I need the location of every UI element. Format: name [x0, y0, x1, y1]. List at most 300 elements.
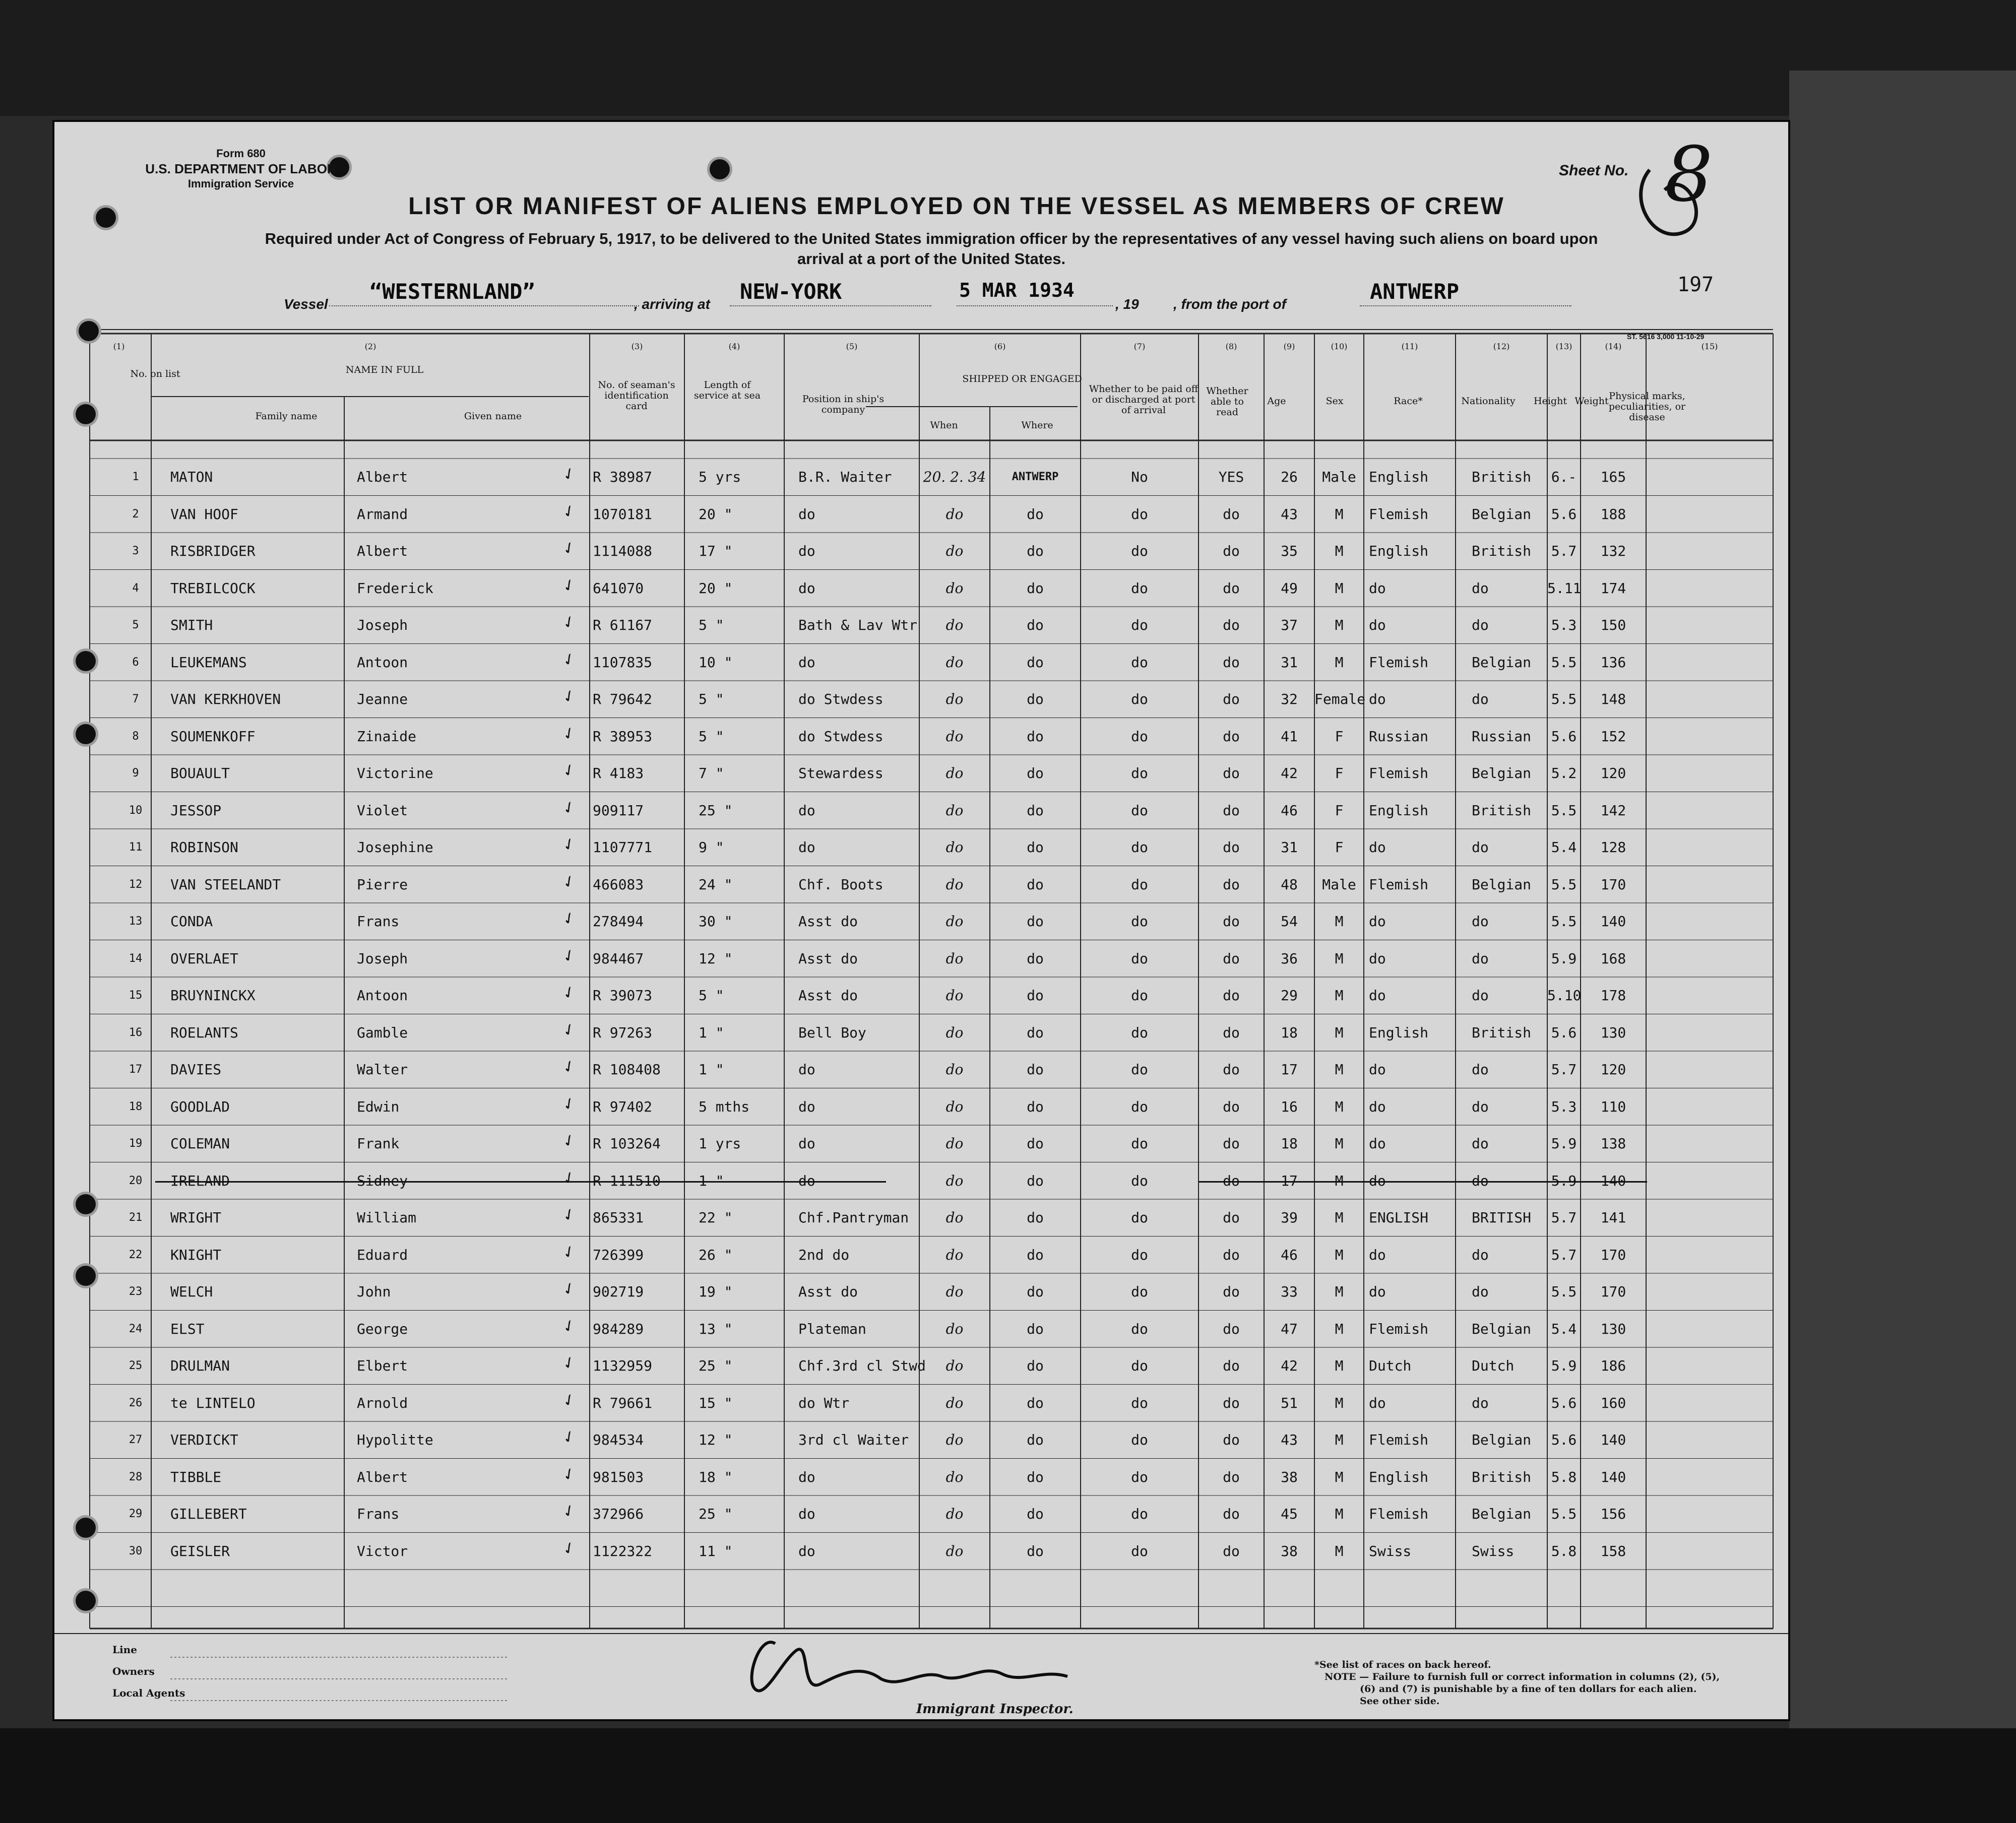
check-mark-icon: ✓	[559, 1277, 579, 1300]
cell-when: do	[946, 1320, 964, 1337]
cell-nationality: do	[1472, 691, 1489, 707]
check-mark-icon: ✓	[559, 1499, 579, 1523]
cell-no: 28	[129, 1470, 143, 1483]
cell-position: do Stwdess	[798, 691, 884, 707]
cell-race: English	[1369, 1024, 1429, 1041]
cell-age: 54	[1281, 913, 1298, 930]
cell-length: 18 "	[699, 1468, 733, 1485]
cell-height: 5.5	[1551, 691, 1577, 707]
cell-sex: M	[1335, 987, 1344, 1004]
cell-position: Bell Boy	[798, 1024, 866, 1041]
header-name-in-full: NAME IN FULL	[345, 364, 424, 375]
cell-when: do	[946, 1283, 964, 1300]
cell-race: do	[1369, 913, 1386, 930]
cell-race: do	[1369, 579, 1386, 597]
check-mark-icon: ✓	[559, 981, 579, 1004]
arriving-label: , arriving at	[634, 296, 710, 312]
cell-weight: 170	[1600, 1283, 1626, 1300]
cell-paid: do	[1131, 1283, 1148, 1300]
cell-age: 38	[1281, 1468, 1298, 1485]
cell-read: do	[1223, 987, 1240, 1004]
cell-read: do	[1223, 1098, 1240, 1115]
cell-card: 278494	[593, 913, 644, 930]
cell-length: 5 "	[699, 987, 724, 1004]
column-number: (10)	[1331, 342, 1348, 351]
cell-sex: M	[1335, 617, 1344, 633]
cell-read: do	[1223, 1246, 1240, 1263]
cell-where: do	[1027, 1061, 1044, 1078]
header-able-to-read: Whether able to read	[1206, 385, 1248, 418]
header-length-service: Length of service at sea	[694, 379, 761, 401]
cell-given: Victorine	[357, 765, 433, 782]
check-mark-icon: ✓	[559, 536, 579, 560]
immigrant-inspector-label: Immigrant Inspector.	[916, 1702, 1074, 1717]
cell-race: do	[1369, 987, 1386, 1004]
cell-nationality: British	[1472, 802, 1532, 819]
cell-no: 9	[132, 767, 139, 779]
cell-age: 38	[1281, 1542, 1298, 1559]
cell-length: 1 "	[699, 1172, 724, 1189]
cell-age: 42	[1281, 1357, 1298, 1374]
cell-family: GILLEBERT	[170, 1506, 247, 1522]
cell-card: R 97402	[593, 1098, 653, 1115]
cell-length: 30 "	[699, 913, 733, 930]
cell-card: 1107835	[593, 654, 653, 671]
cell-length: 7 "	[699, 765, 724, 782]
cell-race: do	[1369, 839, 1386, 856]
cell-position: do	[798, 505, 815, 523]
form-number: Form 680	[216, 147, 266, 160]
cell-nationality: do	[1472, 1061, 1489, 1078]
cell-family: WELCH	[170, 1283, 213, 1300]
cell-nationality: do	[1472, 579, 1489, 597]
cell-race: ENGLISH	[1369, 1209, 1429, 1226]
cell-paid: do	[1131, 1506, 1148, 1522]
cell-height: 5.6	[1551, 505, 1577, 523]
column-number: (15)	[1701, 342, 1718, 351]
scan-backdrop-bottom	[0, 1728, 2016, 1823]
cell-race: do	[1369, 1394, 1386, 1411]
cell-weight: 130	[1600, 1320, 1626, 1337]
from-port-label: , from the port of	[1173, 296, 1286, 312]
cell-age: 18	[1281, 1135, 1298, 1152]
cell-card: R 79661	[593, 1394, 653, 1411]
cell-weight: 170	[1600, 876, 1626, 893]
column-number: (14)	[1605, 342, 1622, 351]
check-mark-icon: ✓	[559, 573, 579, 597]
check-mark-icon: ✓	[559, 1314, 579, 1338]
cell-age: 36	[1281, 950, 1298, 967]
cell-where: do	[1027, 543, 1044, 559]
cell-race: English	[1369, 1468, 1429, 1485]
cell-height: 5.9	[1551, 1357, 1577, 1374]
check-mark-icon: ✓	[559, 1129, 579, 1152]
cell-length: 1 "	[699, 1061, 724, 1078]
cell-nationality: Russian	[1472, 728, 1532, 745]
cell-nationality: do	[1472, 839, 1489, 856]
cell-family: BOUAULT	[170, 765, 230, 782]
cell-family: KNIGHT	[170, 1246, 222, 1263]
cell-card: 372966	[593, 1506, 644, 1522]
cell-nationality: Belgian	[1472, 1320, 1532, 1337]
cell-where: do	[1027, 1209, 1044, 1226]
cell-where: do	[1027, 579, 1044, 597]
cell-sex: M	[1335, 1024, 1344, 1041]
cell-length: 12 "	[699, 950, 733, 967]
cell-nationality: Dutch	[1472, 1357, 1515, 1374]
cell-family: VERDICKT	[170, 1431, 238, 1448]
cell-given: Victor	[357, 1542, 408, 1559]
cell-sex: Male	[1322, 876, 1356, 893]
cell-where: do	[1027, 1283, 1044, 1300]
cell-position: do	[798, 1506, 815, 1522]
subtitle-line-2: arrival at a port of the United States.	[797, 250, 1066, 268]
cell-card: 726399	[593, 1246, 644, 1263]
cell-given: George	[357, 1320, 408, 1337]
cell-weight: 136	[1600, 654, 1626, 671]
cell-age: 37	[1281, 617, 1298, 633]
cell-height: 5.7	[1551, 1246, 1577, 1263]
cell-age: 42	[1281, 765, 1298, 782]
cell-when: do	[946, 1098, 964, 1115]
cell-given: Gamble	[357, 1024, 408, 1041]
cell-position: do	[798, 1098, 815, 1115]
cell-age: 35	[1281, 543, 1298, 559]
cell-when: do	[946, 543, 964, 559]
cell-nationality: do	[1472, 1283, 1489, 1300]
cell-height: 5.5	[1551, 1506, 1577, 1522]
cell-family: TIBBLE	[170, 1468, 222, 1485]
cell-given: Pierre	[357, 876, 408, 893]
manifest-title: LIST OR MANIFEST OF ALIENS EMPLOYED ON THE VESSEL AS MEMBERS OF CREW	[408, 193, 1505, 220]
cell-given: Frans	[357, 913, 400, 930]
cell-position: do	[798, 839, 815, 856]
cell-card: R 103264	[593, 1135, 661, 1152]
cell-sex: F	[1335, 728, 1344, 745]
cell-paid: do	[1131, 1542, 1148, 1559]
header-no-on-list: No. on list	[130, 368, 180, 379]
check-mark-icon: ✓	[559, 1203, 579, 1226]
cell-no: 16	[129, 1026, 143, 1039]
cell-height: 5.7	[1551, 1209, 1577, 1226]
cell-length: 5 "	[699, 617, 724, 633]
cell-read: do	[1223, 654, 1240, 671]
cell-no: 30	[129, 1544, 143, 1557]
cell-position: Stewardess	[798, 765, 884, 782]
cell-nationality: Belgian	[1472, 876, 1532, 893]
cell-race: Flemish	[1369, 1320, 1429, 1337]
cell-race: English	[1369, 543, 1429, 559]
cell-height: 5.5	[1551, 654, 1577, 671]
cell-weight: 160	[1600, 1394, 1626, 1411]
header-race: Race*	[1394, 396, 1423, 407]
cell-nationality: do	[1472, 1394, 1489, 1411]
cell-race: Flemish	[1369, 505, 1429, 523]
cell-race: do	[1369, 1098, 1386, 1115]
cell-sex: Male	[1322, 469, 1356, 485]
cell-given: John	[357, 1283, 391, 1300]
cell-when: do	[946, 1135, 964, 1152]
check-mark-icon: ✓	[559, 1055, 579, 1078]
cell-nationality: do	[1472, 950, 1489, 967]
cell-nationality: do	[1472, 617, 1489, 633]
cell-weight: 140	[1600, 1172, 1626, 1189]
cell-where: do	[1027, 1431, 1044, 1448]
cell-weight: 150	[1600, 617, 1626, 633]
cell-no: 27	[129, 1434, 143, 1446]
cell-position: Asst do	[798, 913, 858, 930]
cell-paid: do	[1131, 1135, 1148, 1152]
cell-weight: 138	[1600, 1135, 1626, 1152]
cell-where: do	[1027, 1506, 1044, 1522]
cell-race: do	[1369, 1135, 1386, 1152]
cell-family: BRUYNINCKX	[170, 987, 256, 1004]
cell-length: 25 "	[699, 1506, 733, 1522]
cell-where: do	[1027, 839, 1044, 856]
cell-no: 22	[129, 1248, 143, 1261]
cell-no: 12	[129, 878, 143, 891]
cell-height: 5.9	[1551, 1135, 1577, 1152]
cell-sex: M	[1335, 913, 1344, 930]
cell-paid: do	[1131, 839, 1148, 856]
check-mark-icon: ✓	[559, 1536, 579, 1560]
cell-paid: do	[1131, 728, 1148, 745]
cell-sex: M	[1335, 505, 1344, 523]
cell-where: do	[1027, 505, 1044, 523]
cell-read: do	[1223, 617, 1240, 633]
cell-age: 46	[1281, 1246, 1298, 1263]
cell-position: Asst do	[798, 1283, 858, 1300]
cell-height: 5.8	[1551, 1542, 1577, 1559]
cell-weight: 152	[1600, 728, 1626, 745]
cell-sex: F	[1335, 802, 1344, 819]
cell-position: do	[798, 579, 815, 597]
cell-age: 26	[1281, 469, 1298, 485]
cell-sex: M	[1335, 579, 1344, 597]
cell-family: MATON	[170, 469, 213, 485]
header-paid-off: Whether to be paid off or discharged at port of arrival	[1089, 383, 1199, 416]
cell-position: Asst do	[798, 987, 858, 1004]
cell-when: do	[946, 691, 964, 707]
cell-family: RISBRIDGER	[170, 543, 256, 559]
cell-given: Frank	[357, 1135, 400, 1152]
cell-paid: do	[1131, 1209, 1148, 1226]
cell-height: 5.7	[1551, 1061, 1577, 1078]
check-mark-icon: ✓	[559, 721, 579, 745]
cell-paid: do	[1131, 876, 1148, 893]
cell-position: do	[798, 1542, 815, 1559]
check-mark-icon: ✓	[559, 1425, 579, 1449]
cell-position: Chf.3rd cl Stwd	[798, 1357, 926, 1374]
cell-card: 981503	[593, 1468, 644, 1485]
cell-length: 1 yrs	[699, 1135, 741, 1152]
cell-age: 45	[1281, 1506, 1298, 1522]
cell-height: 5.9	[1551, 1172, 1577, 1189]
cell-read: do	[1223, 1394, 1240, 1411]
check-mark-icon: ✓	[559, 943, 579, 967]
check-mark-icon: ✓	[559, 462, 579, 486]
cell-length: 10 "	[699, 654, 733, 671]
cell-read: do	[1223, 1209, 1240, 1226]
cell-position: do	[798, 1468, 815, 1485]
cell-weight: 140	[1600, 913, 1626, 930]
cell-nationality: Belgian	[1472, 1431, 1532, 1448]
cell-no: 26	[129, 1396, 143, 1409]
subtitle-line-1: Required under Act of Congress of February 5, 1917, to be delivered to the United States immigration officer by the representatives of any vessel having such aliens on board upon	[265, 230, 1598, 247]
cell-card: 1107771	[593, 839, 653, 856]
cell-sex: M	[1335, 1394, 1344, 1411]
cell-when: do	[946, 802, 964, 819]
cell-race: Swiss	[1369, 1542, 1412, 1559]
manifest-sheet	[54, 122, 1788, 1719]
cell-nationality: BRITISH	[1472, 1209, 1532, 1226]
cell-race: Flemish	[1369, 1506, 1429, 1522]
cell-where: do	[1027, 617, 1044, 633]
check-mark-icon: ✓	[559, 1388, 579, 1412]
cell-where: do	[1027, 765, 1044, 782]
cell-paid: do	[1131, 505, 1148, 523]
cell-sex: M	[1335, 543, 1344, 559]
cell-where: do	[1027, 1357, 1044, 1374]
cell-when: do	[946, 728, 964, 745]
cell-where: do	[1027, 691, 1044, 707]
cell-read: do	[1223, 802, 1240, 819]
header-sex: Sex	[1326, 396, 1344, 407]
cell-position: Chf.Pantryman	[798, 1209, 909, 1226]
cell-given: Antoon	[357, 987, 408, 1004]
cell-no: 19	[129, 1137, 143, 1150]
column-number: (2)	[364, 342, 376, 351]
cell-when: do	[946, 1431, 964, 1448]
cell-given: William	[357, 1209, 417, 1226]
cell-age: 46	[1281, 802, 1298, 819]
cell-card: 902719	[593, 1283, 644, 1300]
cell-position: do	[798, 1172, 815, 1189]
cell-family: ROBINSON	[170, 839, 238, 856]
cell-family: SOUMENKOFF	[170, 728, 256, 745]
cell-height: 5.2	[1551, 765, 1577, 782]
cell-height: 5.6	[1551, 728, 1577, 745]
cell-where: do	[1027, 950, 1044, 967]
cell-height: 5.5	[1551, 1283, 1577, 1300]
cell-age: 48	[1281, 876, 1298, 893]
line-label: Line	[112, 1644, 137, 1656]
cell-no: 11	[129, 841, 143, 854]
scan-backdrop-right	[1789, 71, 2016, 1823]
cell-family: GEISLER	[170, 1542, 230, 1559]
cell-position: B.R. Waiter	[798, 469, 892, 485]
cell-length: 25 "	[699, 1357, 733, 1374]
cell-card: R 97263	[593, 1024, 653, 1041]
cell-position: do	[798, 1061, 815, 1078]
cell-when: do	[946, 839, 964, 856]
cell-age: 16	[1281, 1098, 1298, 1115]
cell-family: SMITH	[170, 617, 213, 633]
cell-nationality: do	[1472, 987, 1489, 1004]
cell-height: 5.5	[1551, 802, 1577, 819]
cell-sex: M	[1335, 1172, 1344, 1189]
cell-family: ROELANTS	[170, 1024, 238, 1041]
cell-height: 5.6	[1551, 1024, 1577, 1041]
cell-nationality: Belgian	[1472, 1506, 1532, 1522]
cell-when: do	[946, 1357, 964, 1374]
cell-age: 41	[1281, 728, 1298, 745]
cell-weight: 141	[1600, 1209, 1626, 1226]
cell-sex: M	[1335, 1246, 1344, 1263]
cell-length: 26 "	[699, 1246, 733, 1263]
cell-given: Eduard	[357, 1246, 408, 1263]
cell-no: 17	[129, 1063, 143, 1076]
column-number: (11)	[1401, 342, 1418, 351]
cell-height: 5.3	[1551, 1098, 1577, 1115]
cell-length: 1 "	[699, 1024, 724, 1041]
cell-card: R 38987	[593, 469, 653, 485]
cell-card: R 38953	[593, 728, 653, 745]
cell-weight: 165	[1600, 469, 1626, 485]
cell-length: 5 mths	[699, 1098, 750, 1115]
cell-read: YES	[1218, 469, 1244, 485]
cell-age: 32	[1281, 691, 1298, 707]
column-number: (13)	[1555, 342, 1572, 351]
cell-family: te LINTELO	[170, 1394, 256, 1411]
column-number: (9)	[1283, 342, 1295, 351]
cell-age: 47	[1281, 1320, 1298, 1337]
header-physical-marks: Physical marks, peculiarities, or disease	[1608, 390, 1686, 423]
cell-card: 1132959	[593, 1357, 653, 1374]
cell-height: 5.7	[1551, 543, 1577, 559]
cell-height: 5.9	[1551, 950, 1577, 967]
cell-position: do Stwdess	[798, 728, 884, 745]
cell-given: Arnold	[357, 1394, 408, 1411]
cell-race: English	[1369, 802, 1429, 819]
cell-when: do	[946, 654, 964, 671]
cell-read: do	[1223, 1024, 1240, 1041]
cell-weight: 130	[1600, 1024, 1626, 1041]
cell-age: 43	[1281, 505, 1298, 523]
cell-given: Joseph	[357, 617, 408, 633]
cell-when: do	[946, 987, 964, 1004]
cell-position: do	[798, 1135, 815, 1152]
penalty-note-3: See other side.	[1360, 1696, 1440, 1707]
check-mark-icon: ✓	[559, 684, 579, 708]
cell-where: do	[1027, 1468, 1044, 1485]
cell-given: Josephine	[357, 839, 433, 856]
cell-length: 13 "	[699, 1320, 733, 1337]
cell-family: WRIGHT	[170, 1209, 222, 1226]
cell-sex: M	[1335, 1357, 1344, 1374]
cell-length: 20 "	[699, 579, 733, 597]
cell-race: do	[1369, 617, 1386, 633]
cell-where: do	[1027, 876, 1044, 893]
form-code: ST. 5616 3,000 11-10-29	[1627, 333, 1705, 341]
cell-weight: 158	[1600, 1542, 1626, 1559]
cell-nationality: Swiss	[1472, 1542, 1515, 1559]
check-mark-icon: ✓	[559, 1165, 579, 1190]
cell-length: 5 "	[699, 728, 724, 745]
cell-no: 15	[129, 989, 143, 1002]
cell-card: R 79642	[593, 691, 653, 707]
cell-sex: F	[1335, 765, 1344, 782]
cell-race: do	[1369, 1283, 1386, 1300]
cell-when: do	[946, 1061, 964, 1078]
cell-paid: do	[1131, 1394, 1148, 1411]
cell-family: VAN STEELANDT	[170, 876, 281, 893]
vessel-name: “WESTERNLAND”	[369, 279, 535, 304]
cell-weight: 140	[1600, 1468, 1626, 1485]
cell-nationality: British	[1472, 1468, 1532, 1485]
cell-paid: do	[1131, 617, 1148, 633]
cell-family: DRULMAN	[170, 1357, 230, 1374]
